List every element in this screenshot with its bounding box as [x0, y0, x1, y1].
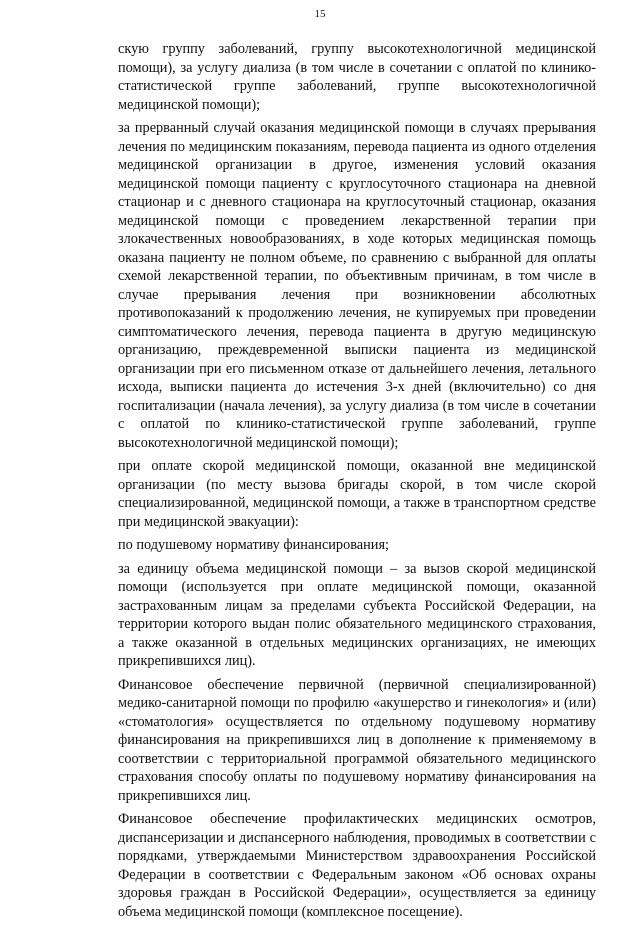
paragraph-ambulance-payment: при оплате скорой медицинской помощи, оказанной вне медицинской организации (по месту вызова бригады скорой, в том числе скорой специализированной, медицинской помощи, а также в транспортном средстве при медицинской эвакуации): — [118, 458, 596, 530]
paragraph-per-capita: по подушевому нормативу финансирования; — [118, 537, 389, 553]
paragraph-continuation: скую группу заболеваний, группу высокотехнологичной медицинской помощи), за услугу диализа (в том числе в сочетании с оплатой по клинико-статистической группе заболеваний, группе высокотехнологичной медицинской помощи); — [118, 41, 596, 113]
paragraph-interrupted-case: за прерванный случай оказания медицинской помощи в случаях прерывания лечения по медицинским показаниям, перевода пациента из одного отделения медицинской организации в другое, изменения условий оказания медицинской помощи пациенту с круглосуточного стационара на дневной стационар и с дневного стационара на круглосуточный стационар, оказания медицинской помощи с проведением лекарственной терапии при злокачественных новообразованиях, в ходе которых медицинская помощь оказана пациенту не полном объеме, по сравнению с выбранной для оплаты схемой лекарственной терапии, по объективным причинам, в том числе в случае прерывания лечения при возникновении абсолютных противопоказаний к продолжению лечения, не купируемых при проведении симптоматического лечения, перевода пациента в другую медицинскую организацию, преждевременной выписки пациента из медицинской организации при его письменном отказе от дальнейшего лечения, летального исхода, выписки пациента до истечения 3-х дней (включительно) со дня госпитализации (начала лечения), за услугу диализа (в том числе в сочетании с оплатой по клинико-статистической группе заболеваний, группе высокотехнологичной медицинской помощи); — [118, 120, 596, 451]
document-body — [118, 40, 596, 926]
paragraph-primary-care-funding: Финансовое обеспечение первичной (первичной специализированной) медико-санитарной помощи по профилю «акушерство и гинекология» и (или) «стоматология» осуществляется по отдельному подушевому нормативу финансирования на прикрепившихся лиц в дополнение к применяемому в соответствии с территориальной программой обязательного медицинского страхования способу оплаты по подушевому нормативу финансирования на прикрепившихся лиц. — [118, 676, 596, 804]
paragraph-per-call: за единицу объема медицинской помощи – за вызов скорой медицинской помощи (используется при оплате медицинской помощи, оказанной застрахованным лицам за пределами субъекта Российской Федерации, на территории которого выдан полис обязательного медицинского страхования, а также оказанной в отдельных медицинских организациях, не имеющих прикрепившихся лиц). — [118, 560, 596, 669]
page-number: 15 — [314, 8, 326, 20]
paragraph-preventive-exams-funding: Финансовое обеспечение профилактических медицинских осмотров, диспансеризации и диспансерного наблюдения, проводимых в соответствии с порядками, утверждаемыми Министерством здравоохранения Российской Федерации в соответствии с Федеральным законом «Об основах охраны здоровья граждан в Российской Федерации», осуществляется за единицу объема медицинской помощи (комплексное посещение). — [118, 811, 596, 920]
